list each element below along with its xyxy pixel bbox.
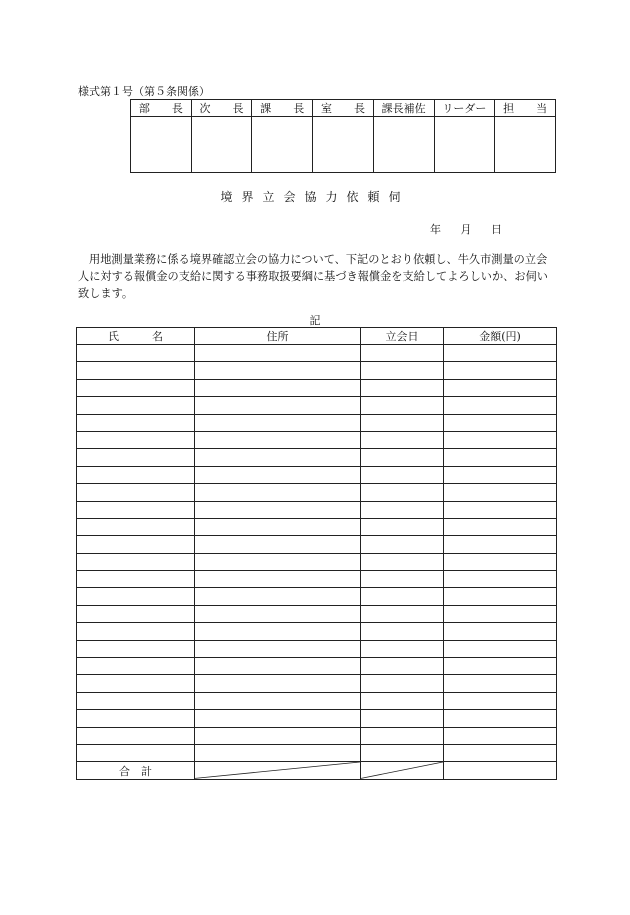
name-cell[interactable] xyxy=(77,466,195,483)
amount-cell[interactable] xyxy=(444,379,557,396)
table-row xyxy=(77,675,557,692)
name-cell[interactable] xyxy=(77,744,195,761)
amount-cell[interactable] xyxy=(444,588,557,605)
table-row xyxy=(77,553,557,570)
table-row xyxy=(77,710,557,727)
amount-cell[interactable] xyxy=(444,431,557,448)
amount-cell[interactable] xyxy=(444,658,557,675)
date-cell[interactable] xyxy=(361,466,444,483)
date-cell[interactable] xyxy=(361,484,444,501)
date-cell[interactable] xyxy=(361,431,444,448)
name-cell[interactable] xyxy=(77,362,195,379)
amount-cell[interactable] xyxy=(444,727,557,744)
date-cell[interactable] xyxy=(361,501,444,518)
date-cell[interactable] xyxy=(361,623,444,640)
address-cell[interactable] xyxy=(195,484,361,501)
table-row xyxy=(77,605,557,622)
table-row xyxy=(77,345,557,362)
approval-header-kacho: 課 長 xyxy=(252,100,313,117)
date-cell[interactable] xyxy=(361,362,444,379)
date-cell[interactable] xyxy=(361,536,444,553)
name-cell[interactable] xyxy=(77,710,195,727)
approval-stamp-table xyxy=(130,99,556,173)
table-row xyxy=(77,588,557,605)
address-cell[interactable] xyxy=(195,605,361,622)
column-header-address: 住所 xyxy=(195,328,361,345)
date-cell[interactable] xyxy=(361,744,444,761)
column-header-amount: 金額(円) xyxy=(444,328,557,345)
address-cell[interactable] xyxy=(195,466,361,483)
name-cell[interactable] xyxy=(77,727,195,744)
amount-cell[interactable] xyxy=(444,449,557,466)
name-cell[interactable] xyxy=(77,605,195,622)
form-number: 様式第１号（第５条関係） xyxy=(78,85,210,98)
name-cell[interactable] xyxy=(77,658,195,675)
name-cell[interactable] xyxy=(77,379,195,396)
table-row xyxy=(77,640,557,657)
name-cell[interactable] xyxy=(77,345,195,362)
address-cell[interactable] xyxy=(195,675,361,692)
stamp-box[interactable] xyxy=(373,117,434,173)
address-cell[interactable] xyxy=(195,710,361,727)
address-cell[interactable] xyxy=(195,727,361,744)
diagonal-slash xyxy=(195,762,360,778)
address-cell[interactable] xyxy=(195,536,361,553)
amount-cell[interactable] xyxy=(444,501,557,518)
date-cell[interactable] xyxy=(361,675,444,692)
date-cell[interactable] xyxy=(361,710,444,727)
table-row xyxy=(77,397,557,414)
amount-cell[interactable] xyxy=(444,640,557,657)
address-cell[interactable] xyxy=(195,397,361,414)
address-cell[interactable] xyxy=(195,449,361,466)
name-cell[interactable] xyxy=(77,553,195,570)
table-row xyxy=(77,501,557,518)
amount-cell[interactable] xyxy=(444,623,557,640)
address-cell[interactable] xyxy=(195,571,361,588)
table-row xyxy=(77,379,557,396)
ki-heading: 記 xyxy=(309,314,321,327)
address-cell[interactable] xyxy=(195,553,361,570)
name-cell[interactable] xyxy=(77,588,195,605)
date-cell[interactable] xyxy=(361,345,444,362)
name-cell[interactable] xyxy=(77,536,195,553)
name-cell[interactable] xyxy=(77,675,195,692)
address-cell[interactable] xyxy=(195,640,361,657)
table-row xyxy=(77,518,557,535)
column-header-date: 立会日 xyxy=(361,328,444,345)
approval-stamp-row xyxy=(131,117,556,173)
name-cell[interactable] xyxy=(77,640,195,657)
date-cell[interactable] xyxy=(361,449,444,466)
date-cell[interactable] xyxy=(361,692,444,709)
address-cell[interactable] xyxy=(195,379,361,396)
date-cell[interactable] xyxy=(361,727,444,744)
address-cell[interactable] xyxy=(195,692,361,709)
name-cell[interactable] xyxy=(77,431,195,448)
approval-header-shitsucho: 室 長 xyxy=(313,100,374,117)
amount-cell[interactable] xyxy=(444,518,557,535)
amount-cell[interactable] xyxy=(444,536,557,553)
stamp-box[interactable] xyxy=(252,117,313,173)
address-cell[interactable] xyxy=(195,623,361,640)
address-cell[interactable] xyxy=(195,362,361,379)
amount-cell[interactable] xyxy=(444,692,557,709)
address-cell[interactable] xyxy=(195,658,361,675)
total-row xyxy=(77,762,557,779)
amount-cell[interactable] xyxy=(444,484,557,501)
table-row xyxy=(77,449,557,466)
address-cell[interactable] xyxy=(195,744,361,761)
approval-header-tanto: 担 当 xyxy=(495,100,556,117)
table-row xyxy=(77,431,557,448)
date-cell[interactable] xyxy=(361,571,444,588)
name-cell[interactable] xyxy=(77,414,195,431)
name-cell[interactable] xyxy=(77,449,195,466)
date-cell[interactable] xyxy=(361,588,444,605)
approval-header-leader: リーダー xyxy=(434,100,495,117)
total-amount-cell[interactable] xyxy=(444,762,557,779)
approval-header-row xyxy=(131,100,556,117)
date-cell[interactable] xyxy=(361,553,444,570)
approval-header-bucho: 部 長 xyxy=(131,100,192,117)
date-cell[interactable] xyxy=(361,640,444,657)
diagonal-slash xyxy=(361,762,443,778)
table-row xyxy=(77,692,557,709)
table-row xyxy=(77,571,557,588)
table-header-row xyxy=(77,328,557,345)
name-cell[interactable] xyxy=(77,518,195,535)
amount-cell[interactable] xyxy=(444,553,557,570)
name-cell[interactable] xyxy=(77,397,195,414)
amount-cell[interactable] xyxy=(444,414,557,431)
amount-cell[interactable] xyxy=(444,345,557,362)
amount-cell[interactable] xyxy=(444,605,557,622)
total-label: 合 計 xyxy=(77,762,195,779)
request-body-text: 用地測量業務に係る境界確認立会の協力について、下記のとおり依頼し、牛久市測量の立会人に対する報償金の支給に関する事務取扱要綱に基づき報償金を支給してよろしいか、お伺い致します。 xyxy=(78,253,548,300)
stamp-box[interactable] xyxy=(191,117,252,173)
name-cell[interactable] xyxy=(77,692,195,709)
date-cell[interactable] xyxy=(361,518,444,535)
stamp-box[interactable] xyxy=(434,117,495,173)
table-row xyxy=(77,362,557,379)
amount-cell[interactable] xyxy=(444,571,557,588)
stamp-box[interactable] xyxy=(495,117,556,173)
amount-cell[interactable] xyxy=(444,397,557,414)
date-cell[interactable] xyxy=(361,605,444,622)
attendee-table xyxy=(76,327,557,780)
name-cell[interactable] xyxy=(77,484,195,501)
approval-header-jicho: 次 長 xyxy=(191,100,252,117)
amount-cell[interactable] xyxy=(444,710,557,727)
table-row xyxy=(77,623,557,640)
table-row xyxy=(77,466,557,483)
table-row xyxy=(77,414,557,431)
address-cell[interactable] xyxy=(195,501,361,518)
column-header-name: 氏 名 xyxy=(77,328,195,345)
stamp-box[interactable] xyxy=(131,117,192,173)
stamp-box[interactable] xyxy=(313,117,374,173)
table-row xyxy=(77,727,557,744)
address-cell[interactable] xyxy=(195,414,361,431)
total-address-void xyxy=(195,762,361,779)
document-title: 境界立会協力依頼伺 xyxy=(220,190,410,204)
address-cell[interactable] xyxy=(195,345,361,362)
address-cell[interactable] xyxy=(195,431,361,448)
name-cell[interactable] xyxy=(77,571,195,588)
address-cell[interactable] xyxy=(195,588,361,605)
amount-cell[interactable] xyxy=(444,675,557,692)
total-date-void xyxy=(361,762,444,779)
date-cell[interactable] xyxy=(361,414,444,431)
date-cell[interactable] xyxy=(361,397,444,414)
approval-header-kacho-hosa: 課長補佐 xyxy=(373,100,434,117)
date-line: 年 月 日 xyxy=(430,223,502,236)
table-row xyxy=(77,536,557,553)
date-cell[interactable] xyxy=(361,658,444,675)
table-row xyxy=(77,484,557,501)
name-cell[interactable] xyxy=(77,623,195,640)
date-cell[interactable] xyxy=(361,379,444,396)
table-row xyxy=(77,744,557,761)
name-cell[interactable] xyxy=(77,501,195,518)
amount-cell[interactable] xyxy=(444,744,557,761)
table-row xyxy=(77,658,557,675)
amount-cell[interactable] xyxy=(444,466,557,483)
address-cell[interactable] xyxy=(195,518,361,535)
amount-cell[interactable] xyxy=(444,362,557,379)
